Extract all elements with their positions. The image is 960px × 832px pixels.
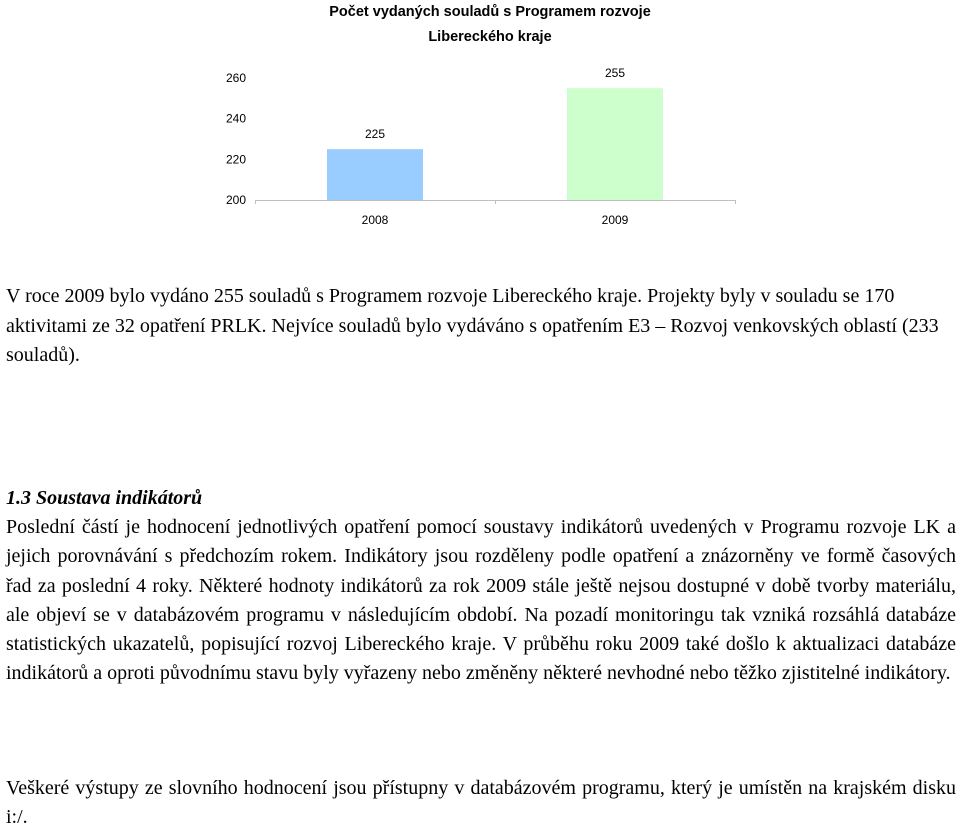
data-label-2009: 255: [604, 66, 626, 81]
bar-2008: [327, 149, 423, 200]
chart-title-line-1: Počet vydaných souladů s Programem rozvoje: [329, 4, 651, 20]
section-heading: 1.3 Soustava indikátorů: [6, 487, 203, 509]
bar-chart: [0, 0, 960, 240]
x-tick-label-2009: 2009: [601, 213, 629, 227]
y-tick-label: 240: [226, 111, 247, 126]
x-tick-label-2008: 2008: [361, 213, 389, 227]
data-label-2008: 225: [364, 127, 386, 142]
y-tick-label: 260: [226, 71, 247, 85]
paragraph-summary: V roce 2009 bylo vydáno 255 souladů s Programem rozvoje Libereckého kraje. Projekty byly v souladu se 170 aktivitami ze 32 opatření PRLK. Nejvíce souladů bylo vydáváno s opatřením E3 – Rozvoj venkovských oblastí (233 souladů).: [6, 285, 939, 366]
y-tick-label: 200: [226, 193, 247, 207]
bar-2009: [567, 88, 663, 200]
chart-title-line-2: Libereckého kraje: [428, 29, 552, 45]
y-tick-label: 220: [226, 152, 247, 167]
paragraph-outputs: Veškeré výstupy ze slovního hodnocení jsou přístupny v databázovém programu, který je umístěn na krajském disku i:/.: [6, 777, 956, 828]
paragraph-indicators: Poslední částí je hodnocení jednotlivých opatření pomocí soustavy indikátorů uvedených v Programu rozvoje LK a jejich porovnávání s předchozím rokem. Indikátory jsou rozděleny podle opatření a znázorněny ve formě časových řad za poslední 4 roky. Některé hodnoty indikátorů za rok 2009 stále ještě nejsou dostupné v době tvorby materiálu, ale objeví se v databázovém programu v následujícím období. Na pozadí monitoringu tak vzniká rozsáhlá databáze statistických ukazatelů, popisující rozvoj Libereckého kraje. V průběhu roku 2009 také došlo k aktualizaci databáze indikátorů a oproti původnímu stavu byly vyřazeny nebo změněny některé nevhodné nebo těžko zjistitelné indikátory.: [6, 516, 956, 685]
